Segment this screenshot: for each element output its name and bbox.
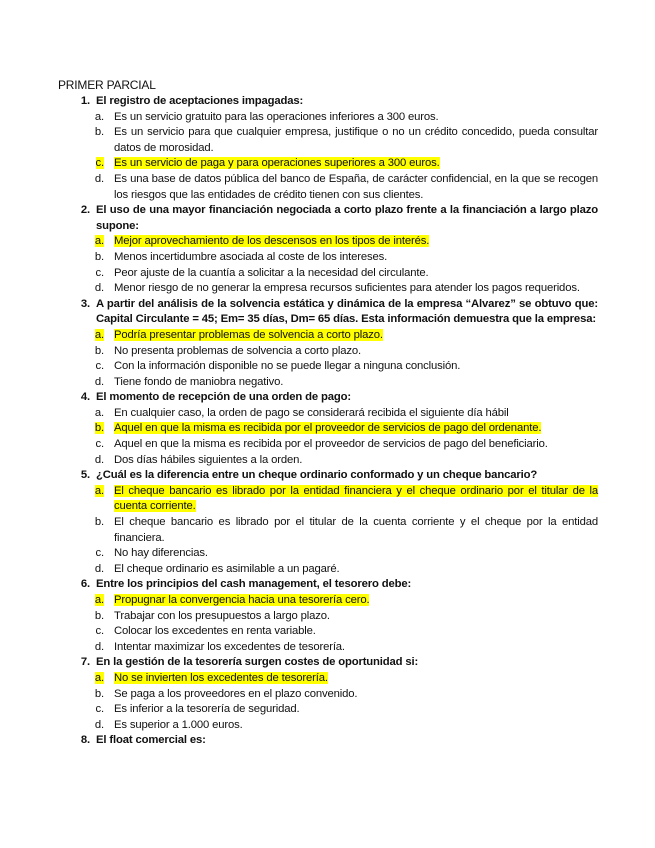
answer-option (58, 515, 598, 546)
option-text: Podría presentar problemas de solvencia a corto plazo. (114, 328, 383, 341)
option-letter: d. (94, 640, 104, 653)
option-letter: b. (94, 126, 104, 139)
question-heading (58, 94, 598, 110)
option-letter-wrap (58, 702, 114, 718)
option-letter-wrap (58, 562, 114, 578)
option-text-wrap (114, 234, 598, 250)
answer-options (58, 671, 598, 733)
option-letter: a. (94, 235, 104, 248)
option-text-wrap (114, 687, 598, 703)
option-letter: a. (94, 110, 104, 123)
option-text: El cheque ordinario es asimilable a un pagaré. (114, 562, 340, 575)
option-letter-wrap (58, 453, 114, 469)
answer-option (58, 375, 598, 391)
question-heading (58, 733, 598, 749)
question-text: En la gestión de la tesorería surgen costes de oportunidad si: (96, 656, 419, 669)
question-item (58, 733, 598, 749)
option-letter-wrap (58, 718, 114, 734)
option-text-wrap (114, 281, 598, 297)
option-letter-wrap (58, 359, 114, 375)
option-letter: b. (94, 250, 104, 263)
option-letter-wrap (58, 406, 114, 422)
option-text-wrap (114, 702, 598, 718)
option-text: El cheque bancario es librado por el titular de la cuenta corriente y el cheque por la entidad financiera. (114, 516, 598, 544)
option-letter: a. (94, 671, 104, 684)
answer-option-highlighted (58, 328, 598, 344)
answer-option-highlighted (58, 484, 598, 515)
question-item (58, 297, 598, 391)
answer-option (58, 172, 598, 203)
option-letter: c. (95, 157, 104, 170)
option-letter: c. (95, 360, 104, 373)
option-letter-wrap (58, 437, 114, 453)
option-letter-wrap (58, 281, 114, 297)
answer-option (58, 359, 598, 375)
answer-option-highlighted (58, 234, 598, 250)
option-text-wrap (114, 718, 598, 734)
answer-options (58, 110, 598, 204)
option-text-wrap (114, 172, 598, 203)
option-text-wrap (114, 328, 598, 344)
answer-option (58, 110, 598, 126)
answer-option-highlighted (58, 156, 598, 172)
answer-option (58, 562, 598, 578)
option-text-wrap (114, 250, 598, 266)
option-letter-wrap (58, 172, 114, 203)
option-letter: d. (94, 375, 104, 388)
option-letter-wrap (58, 624, 114, 640)
option-text-wrap (114, 671, 598, 687)
question-item (58, 390, 598, 468)
question-heading (58, 468, 598, 484)
option-letter-wrap (58, 609, 114, 625)
option-text-wrap (114, 421, 598, 437)
answer-option (58, 250, 598, 266)
option-text: Es un servicio para que cualquier empresa, justifique o no un crédito concedido, pueda consultar datos de morosidad. (114, 126, 598, 154)
answer-option (58, 687, 598, 703)
option-text-wrap (114, 640, 598, 656)
option-letter-wrap (58, 266, 114, 282)
option-text: Es un servicio gratuito para las operaciones inferiores a 300 euros. (114, 110, 439, 123)
question-number: 3. (80, 297, 90, 310)
option-letter: c. (95, 438, 104, 451)
option-text-wrap (114, 266, 598, 282)
option-letter: c. (95, 547, 104, 560)
option-letter-wrap (58, 546, 114, 562)
option-text-wrap (114, 156, 598, 172)
question-number: 7. (80, 656, 90, 669)
option-text: Dos días hábiles siguientes a la orden. (114, 453, 303, 466)
option-text: Menos incertidumbre asociada al coste de los intereses. (114, 250, 388, 263)
answer-option (58, 718, 598, 734)
option-letter: c. (95, 625, 104, 638)
option-letter: c. (95, 266, 104, 279)
option-text: Aquel en que la misma es recibida por el proveedor de servicios de pago del ordenante. (114, 422, 542, 435)
option-letter-wrap (58, 687, 114, 703)
option-letter: b. (94, 687, 104, 700)
answer-option (58, 609, 598, 625)
question-text: El registro de aceptaciones impagadas: (96, 95, 304, 107)
option-text: Propugnar la convergencia hacia una tesorería cero. (114, 594, 370, 606)
option-letter-wrap (58, 125, 114, 156)
question-heading (58, 390, 598, 406)
option-letter-wrap (58, 640, 114, 656)
option-letter: b. (94, 422, 104, 435)
answer-option (58, 266, 598, 282)
option-text-wrap (114, 624, 598, 640)
answer-options (58, 593, 598, 655)
option-text-wrap (114, 359, 598, 375)
option-text-wrap (114, 437, 598, 453)
option-text: Es superior a 1.000 euros. (114, 718, 243, 731)
option-letter-wrap (58, 344, 114, 360)
option-letter: b. (94, 344, 104, 357)
answer-option-highlighted (58, 421, 598, 437)
option-text-wrap (114, 593, 598, 609)
option-letter-wrap (58, 375, 114, 391)
option-letter: a. (94, 328, 104, 341)
option-text: Es inferior a la tesorería de seguridad. (114, 703, 300, 716)
option-letter-wrap (58, 515, 114, 546)
option-text: Es una base de datos pública del banco de España, de carácter confidencial, en la que se recogen los riesgos que las entidades de crédito tienen con sus clientes. (114, 172, 598, 201)
option-letter: d. (94, 562, 104, 575)
answer-option (58, 437, 598, 453)
question-number: 1. (80, 95, 90, 107)
question-heading (58, 577, 598, 593)
question-heading (58, 203, 598, 234)
answer-options (58, 234, 598, 296)
question-item (58, 468, 598, 577)
answer-options (58, 406, 598, 468)
question-text: Entre los principios del cash management, el tesorero debe: (96, 578, 412, 591)
option-letter: b. (94, 609, 104, 622)
answer-option (58, 281, 598, 297)
answer-option (58, 453, 598, 469)
option-letter: a. (94, 406, 104, 419)
option-letter-wrap (58, 593, 114, 609)
option-text: Trabajar con los presupuestos a largo plazo. (114, 609, 330, 622)
option-text-wrap (114, 344, 598, 360)
option-text-wrap (114, 484, 598, 515)
question-text: El float comercial es: (96, 734, 206, 747)
option-text: Colocar los excedentes en renta variable. (114, 625, 316, 638)
answer-option (58, 640, 598, 656)
option-text: En cualquier caso, la orden de pago se considerará recibida el siguiente día hábil (114, 406, 509, 419)
question-text: ¿Cuál es la diferencia entre un cheque ordinario conformado y un cheque bancario? (96, 469, 538, 482)
answer-option-highlighted (58, 593, 598, 609)
option-text: El cheque bancario es librado por la entidad financiera y el cheque ordinario por el titular de la cuenta corriente. (114, 484, 598, 513)
option-letter-wrap (58, 110, 114, 126)
option-letter-wrap (58, 484, 114, 515)
option-text-wrap (114, 453, 598, 469)
option-text-wrap (114, 406, 598, 422)
answer-option (58, 702, 598, 718)
option-text: Peor ajuste de la cuantía a solicitar a la necesidad del circulante. (114, 266, 429, 279)
option-text: Intentar maximizar los excedentes de tesorería. (114, 640, 345, 653)
option-text: Tiene fondo de maniobra negativo. (114, 375, 284, 388)
option-text-wrap (114, 546, 598, 562)
answer-option (58, 125, 598, 156)
option-text-wrap (114, 609, 598, 625)
option-letter: a. (94, 484, 104, 497)
option-letter-wrap (58, 156, 114, 172)
option-letter: b. (94, 516, 104, 529)
option-text: Con la información disponible no se puede llegar a ninguna conclusión. (114, 360, 461, 373)
option-text: Es un servicio de paga y para operaciones superiores a 300 euros. (114, 157, 440, 170)
question-list (58, 94, 598, 749)
option-text-wrap (114, 562, 598, 578)
answer-option (58, 546, 598, 562)
question-item (58, 203, 598, 297)
question-number: 4. (80, 391, 90, 404)
question-heading (58, 297, 598, 328)
question-heading (58, 655, 598, 671)
question-item (58, 94, 598, 203)
option-letter: d. (94, 718, 104, 731)
option-letter-wrap (58, 250, 114, 266)
option-letter: c. (95, 703, 104, 716)
option-text-wrap (114, 110, 598, 126)
question-number: 6. (80, 578, 90, 591)
question-number: 8. (80, 734, 90, 747)
answer-option (58, 406, 598, 422)
answer-option (58, 344, 598, 360)
question-text: A partir del análisis de la solvencia estática y dinámica de la empresa “Alvarez” se obtuvo que: Capital Circulante = 45; Em= 35 días, Dm= 65 días. Esta información demuestra que la empresa: (96, 297, 598, 326)
option-text: Mejor aprovechamiento de los descensos en los tipos de interés. (114, 235, 430, 248)
question-number: 2. (80, 204, 90, 217)
option-text: No se invierten los excedentes de tesorería. (114, 671, 328, 684)
option-letter-wrap (58, 671, 114, 687)
question-text: El uso de una mayor financiación negociada a corto plazo frente a la financiación a largo plazo supone: (96, 204, 598, 232)
option-letter-wrap (58, 234, 114, 250)
option-letter-wrap (58, 328, 114, 344)
answer-option-highlighted (58, 671, 598, 687)
option-letter: a. (94, 594, 104, 606)
option-text: Se paga a los proveedores en el plazo convenido. (114, 687, 358, 700)
question-number: 5. (80, 469, 90, 482)
option-text-wrap (114, 515, 598, 546)
option-text: Aquel en que la misma es recibida por el proveedor de servicios de pago del beneficiario. (114, 438, 548, 451)
answer-options (58, 328, 598, 390)
option-text: No hay diferencias. (114, 547, 208, 560)
option-text: Menor riesgo de no generar la empresa recursos suficientes para atender los pagos requeridos. (114, 282, 580, 295)
option-text-wrap (114, 375, 598, 391)
question-item (58, 577, 598, 655)
question-text: El momento de recepción de una orden de pago: (96, 391, 351, 404)
option-letter: d. (94, 453, 104, 466)
option-letter: d. (94, 172, 104, 185)
option-letter-wrap (58, 421, 114, 437)
option-text-wrap (114, 125, 598, 156)
option-letter: d. (94, 282, 104, 295)
question-item (58, 655, 598, 733)
page-title: PRIMER PARCIAL (58, 78, 156, 92)
option-text: No presenta problemas de solvencia a corto plazo. (114, 344, 361, 357)
answer-option (58, 624, 598, 640)
answer-options (58, 484, 598, 578)
